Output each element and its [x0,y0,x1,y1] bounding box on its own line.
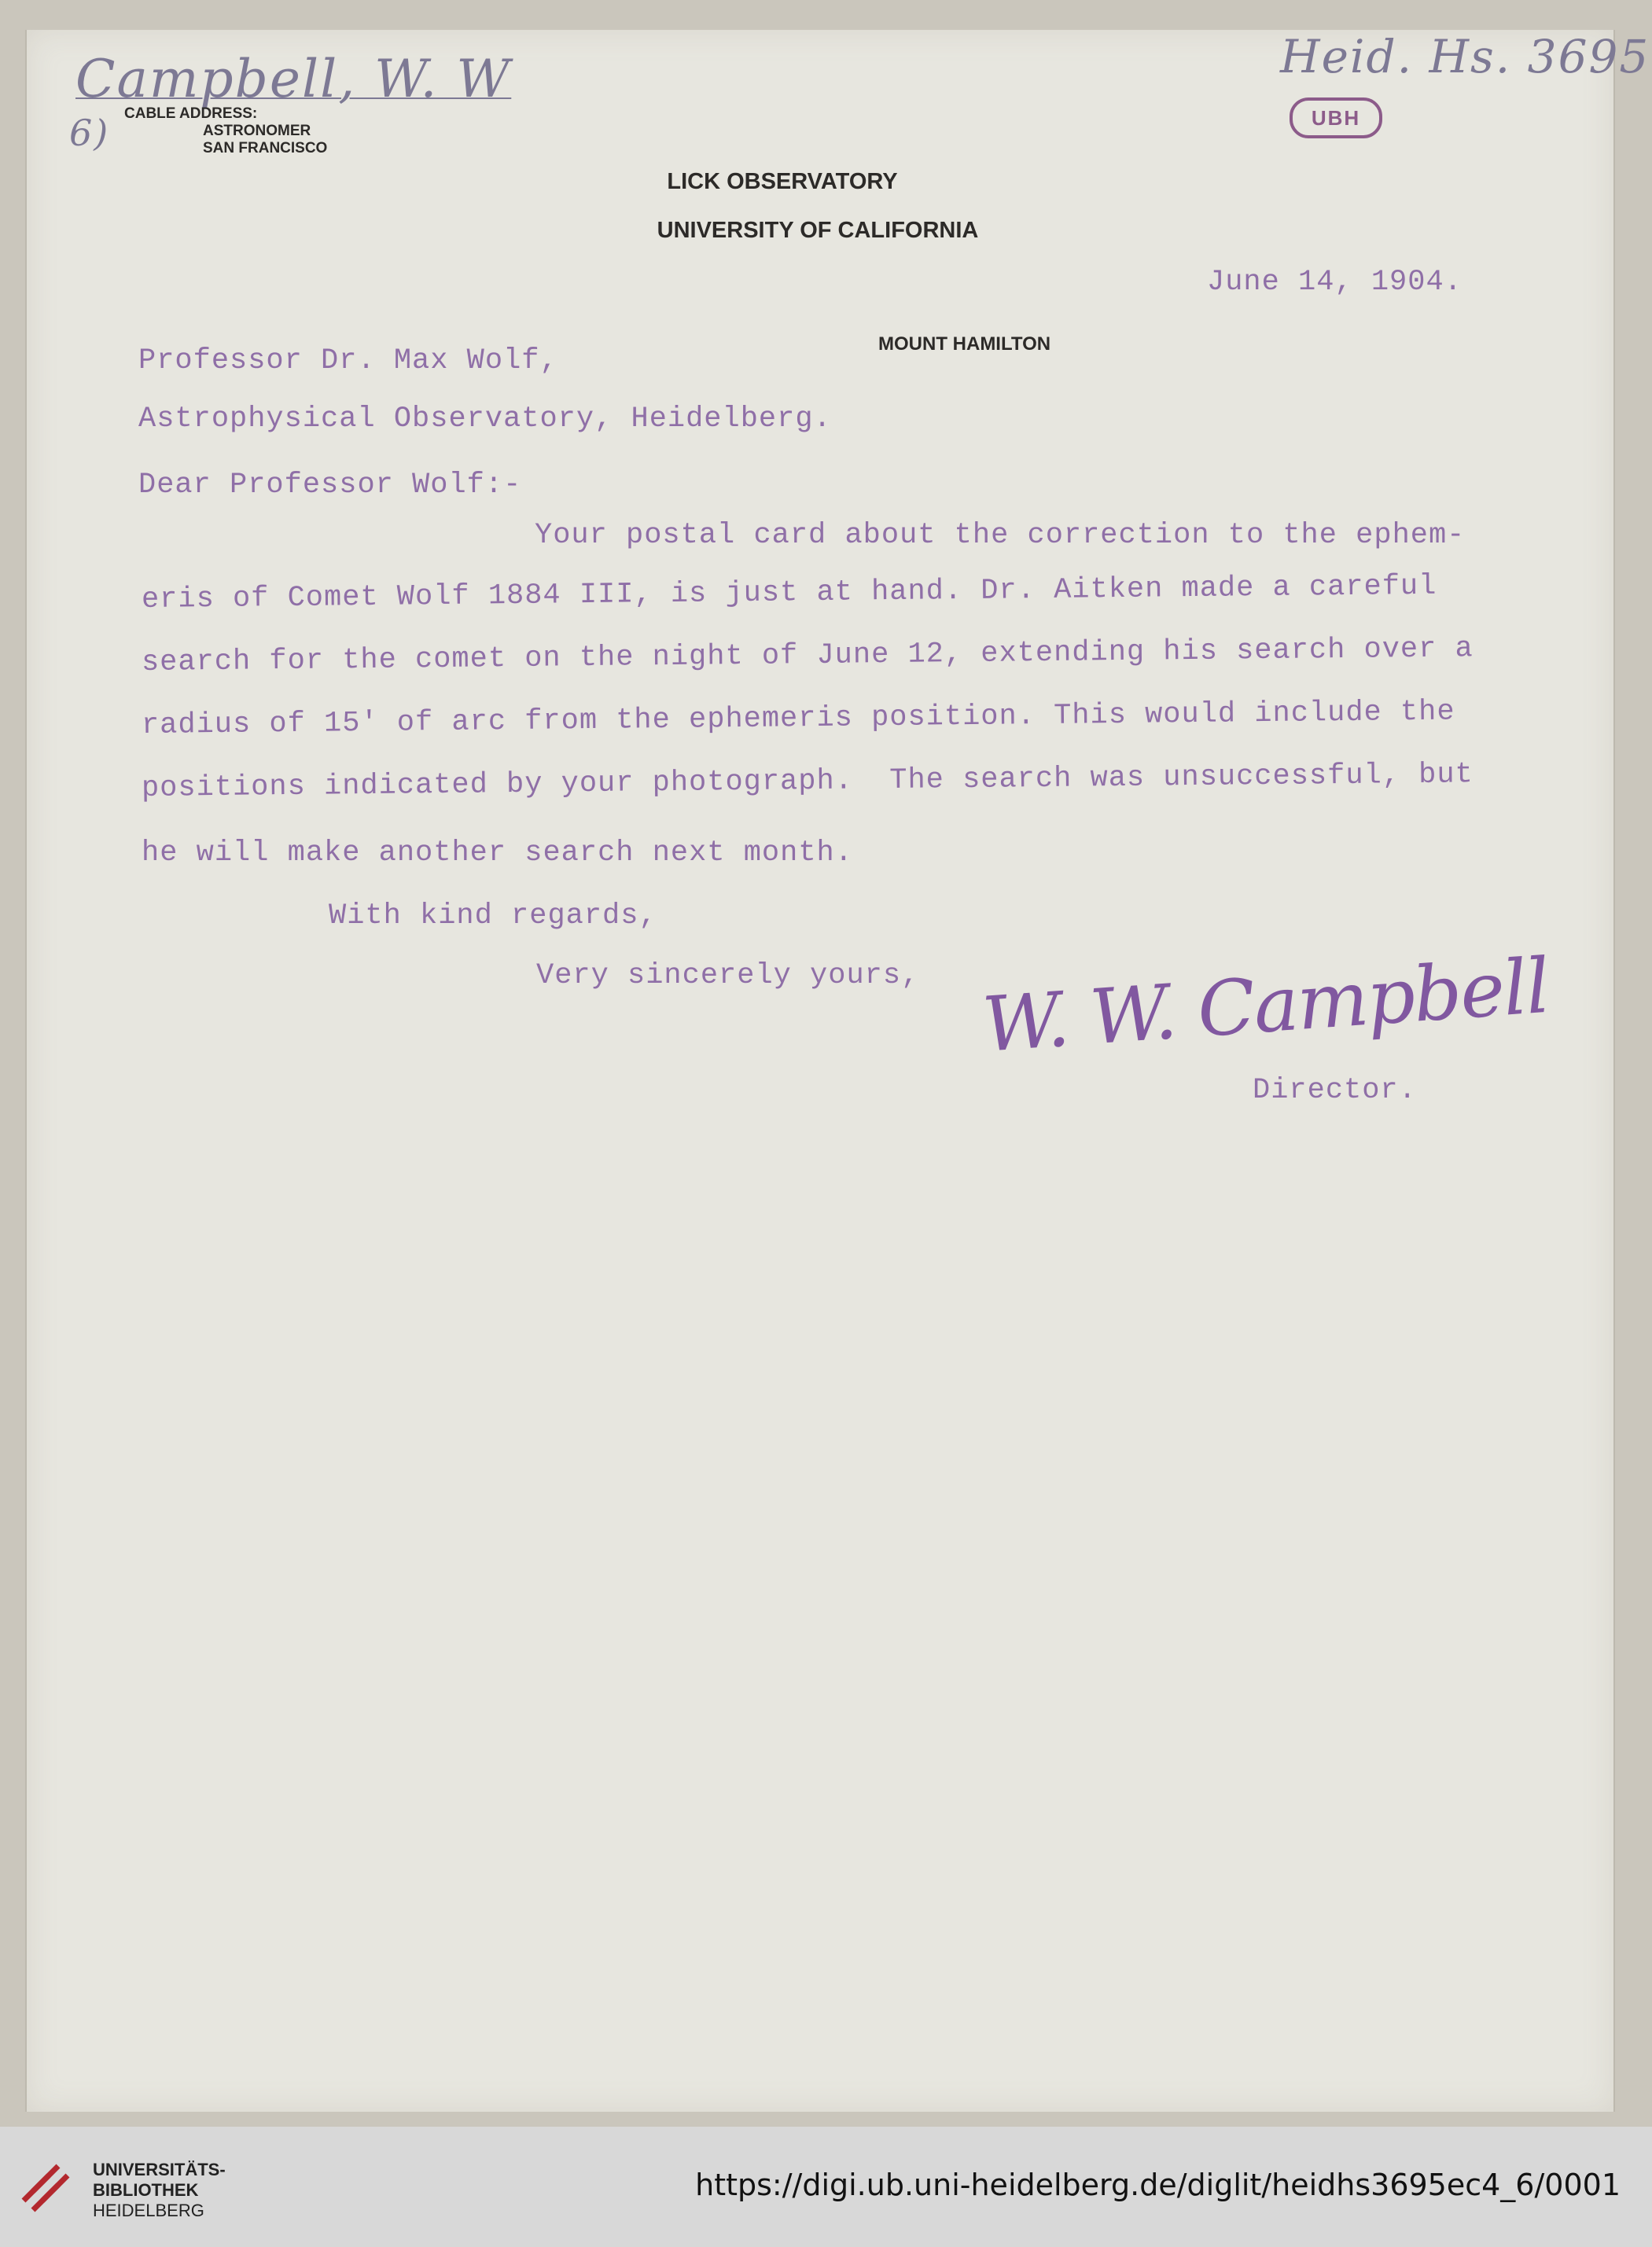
signer-title: Director. [1253,1074,1417,1107]
handwritten-shelfmark: Heid. Hs. 3695 [1280,30,1650,83]
salutation: Dear Professor Wolf:- [138,469,522,502]
library-name [93,2160,226,2221]
recipient-address: Astrophysical Observatory, Heidelberg. [138,403,832,436]
body-line: positions indicated by your photograph. The search was unsuccessful, but [141,758,1474,805]
library-stamp: UBH [1290,97,1382,138]
closing-valediction: Very sincerely yours, [536,959,920,992]
cable-address-label: CABLE ADDRESS: [124,105,258,122]
recipient-name: Professor Dr. Max Wolf, [138,344,558,377]
organization-heading [590,157,1046,255]
library-logo-icon [17,2152,80,2215]
cable-address-line2: SAN FRANCISCO [203,140,328,156]
library-name-line3: HEIDELBERG [93,2201,204,2220]
organization-name: LICK OBSERVATORY [667,169,898,194]
handwritten-signature: W. W. Campbell [980,941,1551,1069]
body-line: eris of Comet Wolf 1884 III, is just at hand. Dr. Aitken made a careful [141,569,1437,616]
library-name-line1: UNIVERSITÄTS- [93,2160,226,2179]
body-line: radius of 15' of arc from the ephemeris position. This would include the [141,695,1455,742]
body-line: Your postal card about the correction to the ephem- [535,519,1466,552]
library-name-line2: BIBLIOTHEK [93,2180,199,2200]
letter-page [25,30,1615,2112]
cable-address-line1: ASTRONOMER [203,123,311,139]
document-url-link[interactable]: https://digi.ub.uni-heidelberg.de/diglit/heidhs3695ec4_6/0001 [695,2168,1621,2202]
cable-address-block [124,105,327,157]
footer-bar [0,2127,1652,2247]
closing-regards: With kind regards, [329,899,657,932]
handwritten-author-note: Campbell, W. W [75,49,512,109]
organization-university: UNIVERSITY OF CALIFORNIA [657,218,979,243]
location-heading: MOUNT HAMILTON [878,333,1051,355]
body-line: search for the comet on the night of June 12, extending his search over a [141,632,1474,679]
body-line: he will make another search next month. [142,837,853,870]
handwritten-number: 6) [69,112,110,154]
letter-date: June 14, 1904. [1207,266,1463,299]
